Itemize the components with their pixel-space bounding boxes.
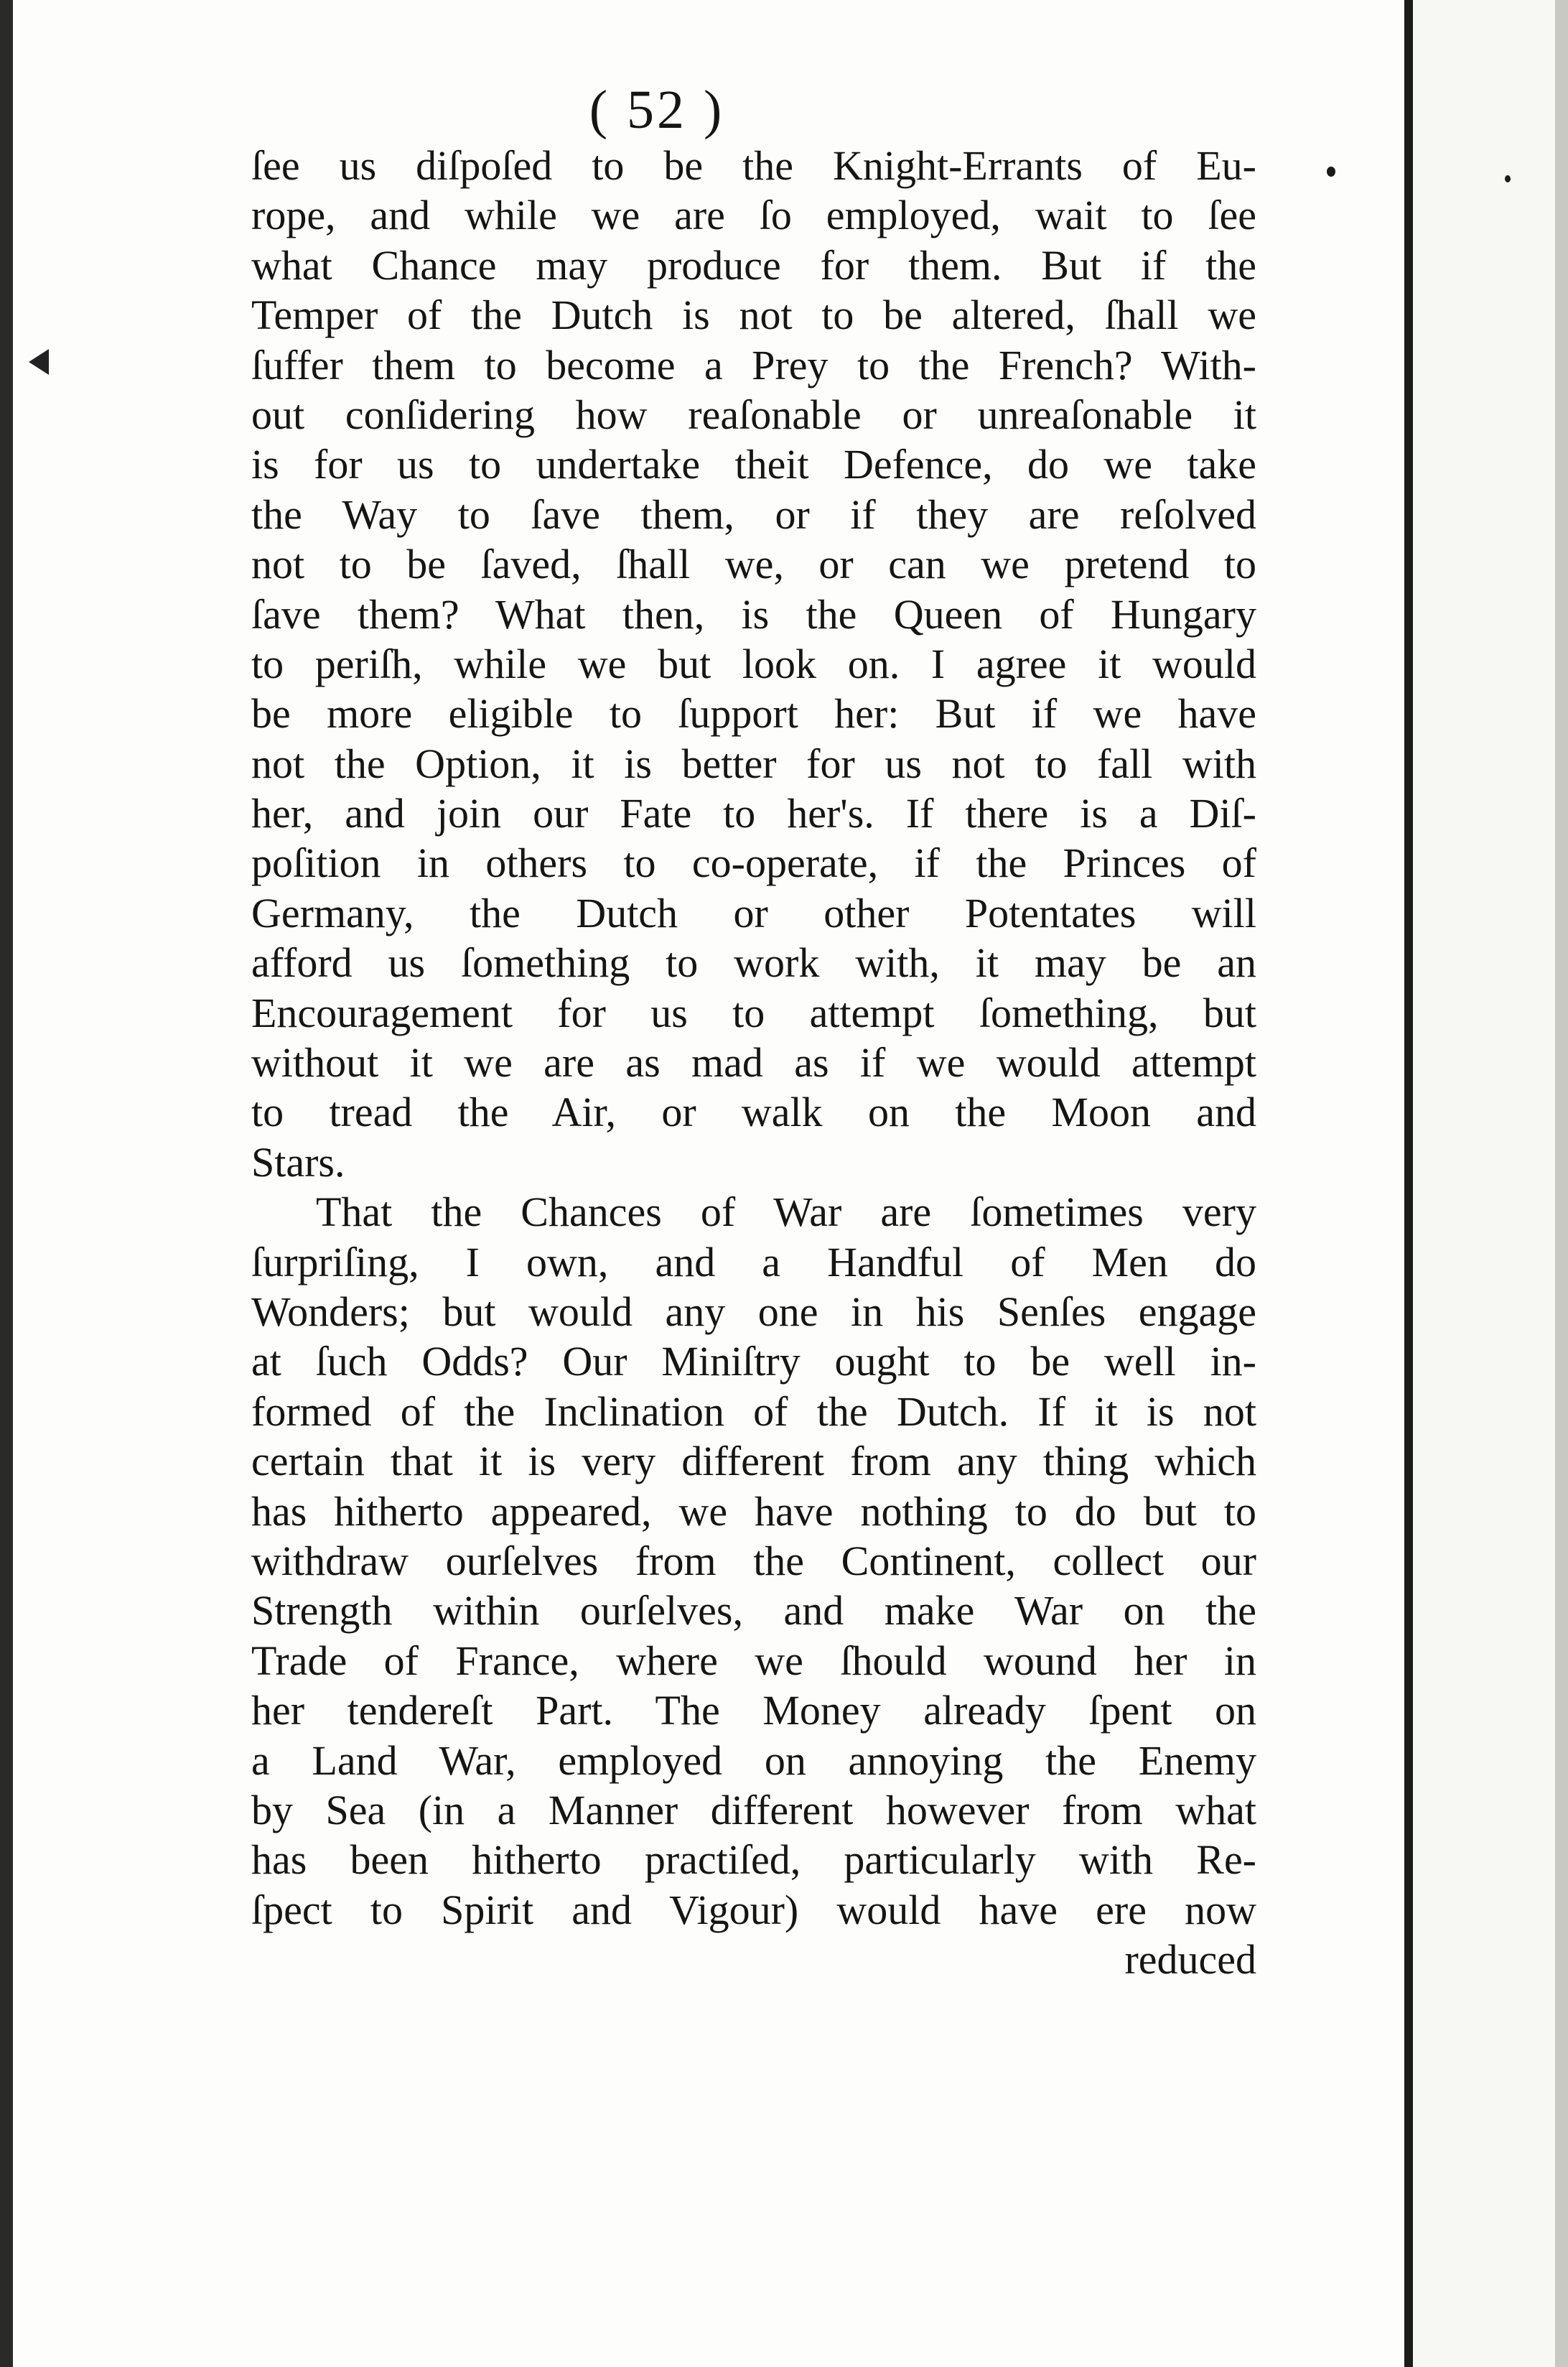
text-line: Trade of France, where we ſhould wound her in: [251, 1637, 1256, 1684]
text-line: ſee us diſpoſed to be the Knight-Errants of Eu-: [251, 142, 1256, 189]
text-line: out conſidering how reaſonable or unreaſonable it: [251, 391, 1256, 438]
text-line: at ſuch Odds? Our Miniſtry ought to be well in-: [251, 1338, 1256, 1385]
page-number: ( 52 ): [589, 80, 725, 140]
text-line: poſition in others to co-operate, if the Princes of: [251, 840, 1256, 887]
body-text: [251, 141, 1256, 1984]
text-line: to periſh, while we but look on. I agree it would: [251, 640, 1256, 687]
text-line: without it we are as mad as if we would attempt: [251, 1039, 1256, 1087]
text-line: ſave them? What then, is the Queen of Hungary: [251, 590, 1256, 638]
text-line: has hitherto appeared, we have nothing to do but to: [251, 1487, 1256, 1535]
text-line: That the Chances of War are ſometimes very: [316, 1189, 1256, 1236]
text-line: Temper of the Dutch is not to be altered, ſhall we: [251, 292, 1256, 339]
text-line: a Land War, employed on annoying the Enemy: [251, 1736, 1256, 1784]
text-line: Strength within ourſelves, and make War on the: [251, 1587, 1256, 1634]
catchword: reduced: [1124, 1936, 1256, 1984]
text-line: the Way to ſave them, or if they are reſolved: [251, 490, 1256, 538]
text-line: Wonders; but would any one in his Senſes engage: [251, 1288, 1256, 1335]
document-page: [13, 0, 1404, 2367]
text-line: her, and join our Fate to her's. If there is a Diſ-: [251, 790, 1256, 837]
text-line: certain that it is very different from any thing which: [251, 1438, 1256, 1485]
text-line: formed of the Inclination of the Dutch. If it is not: [251, 1387, 1256, 1435]
binding-gutter: [0, 0, 13, 2367]
ink-speck: [1505, 175, 1511, 182]
text-line: Encouragement for us to attempt ſomething, but: [251, 989, 1256, 1036]
text-line: is for us to undertake theit Defence, do we take: [251, 441, 1256, 488]
text-line: rope, and while we are ſo employed, wait to ſee: [251, 192, 1256, 239]
text-line: ſuffer them to become a Prey to the French? With-: [251, 341, 1256, 389]
facing-page-strip: [1413, 0, 1568, 2367]
text-line: what Chance may produce for them. But if the: [251, 241, 1256, 289]
text-line: by Sea (in a Manner different however from what: [251, 1786, 1256, 1833]
text-line: ſurpriſing, I own, and a Handful of Men do: [251, 1238, 1256, 1285]
text-line: her tendereſt Part. The Money already ſpent on: [251, 1687, 1256, 1734]
facing-page-edge: [1555, 0, 1568, 2367]
text-line: has been hitherto practiſed, particularly with Re-: [251, 1836, 1256, 1884]
text-line: Stars.: [251, 1138, 345, 1186]
text-line: afford us ſomething to work with, it may be an: [251, 939, 1256, 987]
text-line: to tread the Air, or walk on the Moon and: [251, 1089, 1256, 1136]
text-line: not the Option, it is better for us not to fall with: [251, 740, 1256, 787]
text-line: withdraw ourſelves from the Continent, collect our: [251, 1537, 1256, 1584]
text-line: be more eligible to ſupport her: But if we have: [251, 690, 1256, 738]
text-line: Germany, the Dutch or other Potentates will: [251, 889, 1256, 936]
text-line: ſpect to Spirit and Vigour) would have ere now: [251, 1886, 1256, 1933]
page-edge-shadow: [1404, 0, 1413, 2367]
text-line: not to be ſaved, ſhall we, or can we pretend to: [251, 541, 1256, 588]
